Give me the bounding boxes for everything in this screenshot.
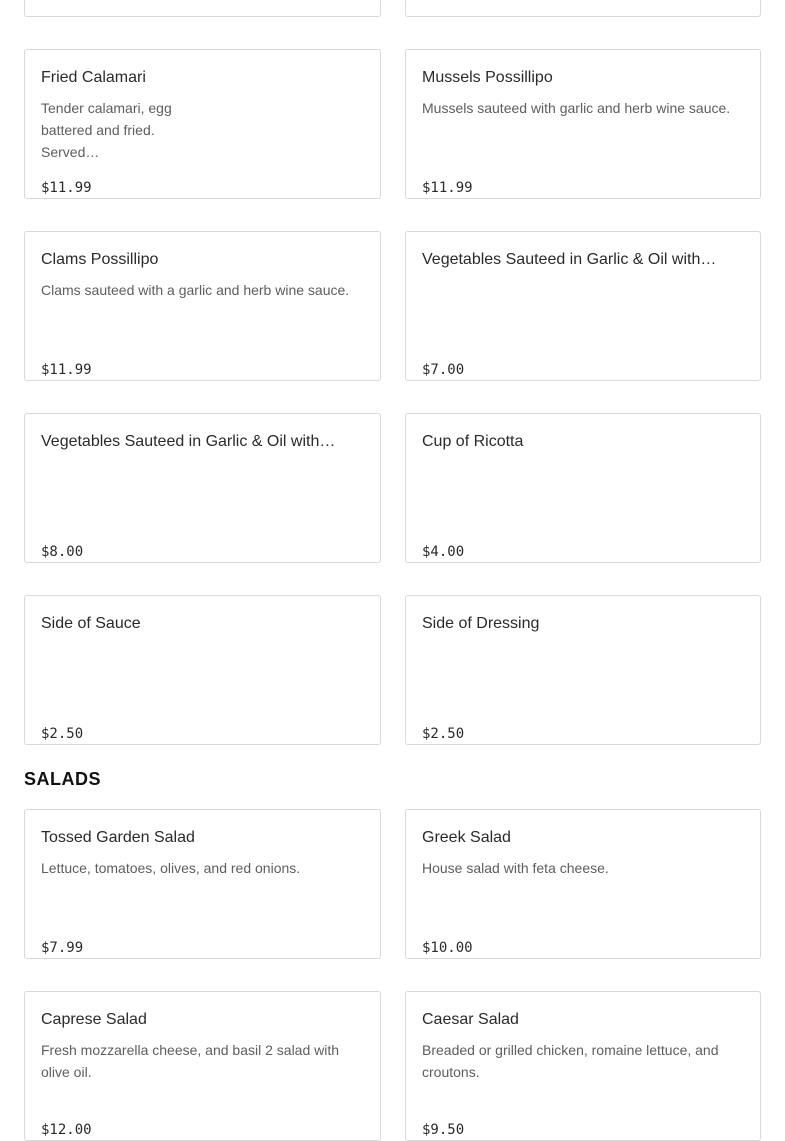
- menu-item-price: $4.00: [422, 544, 465, 560]
- menu-item-card[interactable]: [405, 413, 761, 563]
- menu-item-price: $7.99: [41, 940, 84, 956]
- menu-item-card[interactable]: [24, 809, 381, 959]
- menu-item-price: $7.00: [422, 362, 465, 378]
- menu-item-price: $2.50: [41, 726, 84, 742]
- menu-item-price: $11.99: [422, 180, 473, 196]
- menu-item-card[interactable]: [405, 991, 761, 1141]
- menu-item-name: Mussels Possillipo: [422, 69, 553, 86]
- menu-item-description: Fresh mozzarella cheese, and basil 2 salad with olive oil.: [41, 1042, 340, 1080]
- menu-item-name: Clams Possillipo: [41, 251, 159, 268]
- menu-item-name: Tossed Garden Salad: [41, 829, 195, 846]
- menu-item-name: Side of Sauce: [41, 615, 141, 632]
- menu-item-price: $11.99: [41, 180, 92, 196]
- menu-item-card[interactable]: [405, 809, 761, 959]
- menu-item-price: $8.00: [41, 544, 84, 560]
- menu-item-price: $12.00: [41, 1122, 92, 1138]
- appetizers-grid: [24, 49, 761, 745]
- menu-item-card[interactable]: [24, 595, 381, 745]
- menu-item-description: House salad with feta cheese.: [422, 860, 609, 876]
- menu-item-name: Fried Calamari: [41, 69, 146, 86]
- menu-item-name: Vegetables Sauteed in Garlic & Oil with…: [422, 251, 717, 268]
- menu-item-name: Side of Dressing: [422, 615, 540, 632]
- menu-item-card[interactable]: [405, 49, 761, 199]
- menu-item-card-partial[interactable]: [24, 0, 381, 17]
- menu-item-card[interactable]: [24, 231, 381, 381]
- menu-item-price: $11.99: [41, 362, 92, 378]
- menu-item-card[interactable]: [24, 991, 381, 1141]
- menu-item-price: $2.50: [422, 726, 465, 742]
- menu-item-card-partial[interactable]: [405, 0, 761, 17]
- menu-item-card[interactable]: [24, 49, 381, 199]
- menu-item-description: Mussels sauteed with garlic and herb wine sauce.: [422, 100, 731, 116]
- menu-item-card[interactable]: [24, 413, 381, 563]
- menu-item-description: Breaded or grilled chicken, romaine lettuce, and croutons.: [422, 1042, 719, 1080]
- menu-item-name: Greek Salad: [422, 829, 511, 846]
- menu-item-card[interactable]: [405, 231, 761, 381]
- menu-item-price: $9.50: [422, 1122, 465, 1138]
- menu-item-name: Vegetables Sauteed in Garlic & Oil with…: [41, 433, 336, 450]
- menu-item-card[interactable]: [405, 595, 761, 745]
- menu-item-name: Cup of Ricotta: [422, 433, 524, 450]
- menu-item-description: Tender calamari, egg battered and fried. Served…: [41, 100, 172, 160]
- menu-item-description: Clams sauteed with a garlic and herb wine sauce.: [41, 282, 350, 298]
- salads-grid: [24, 809, 761, 1141]
- menu-item-price: $10.00: [422, 940, 473, 956]
- menu-item-name: Caesar Salad: [422, 1011, 519, 1028]
- section-title-salads: SALADS: [24, 769, 102, 789]
- menu-item-name: Caprese Salad: [41, 1011, 147, 1028]
- menu-item-description: Lettuce, tomatoes, olives, and red onions.: [41, 860, 301, 876]
